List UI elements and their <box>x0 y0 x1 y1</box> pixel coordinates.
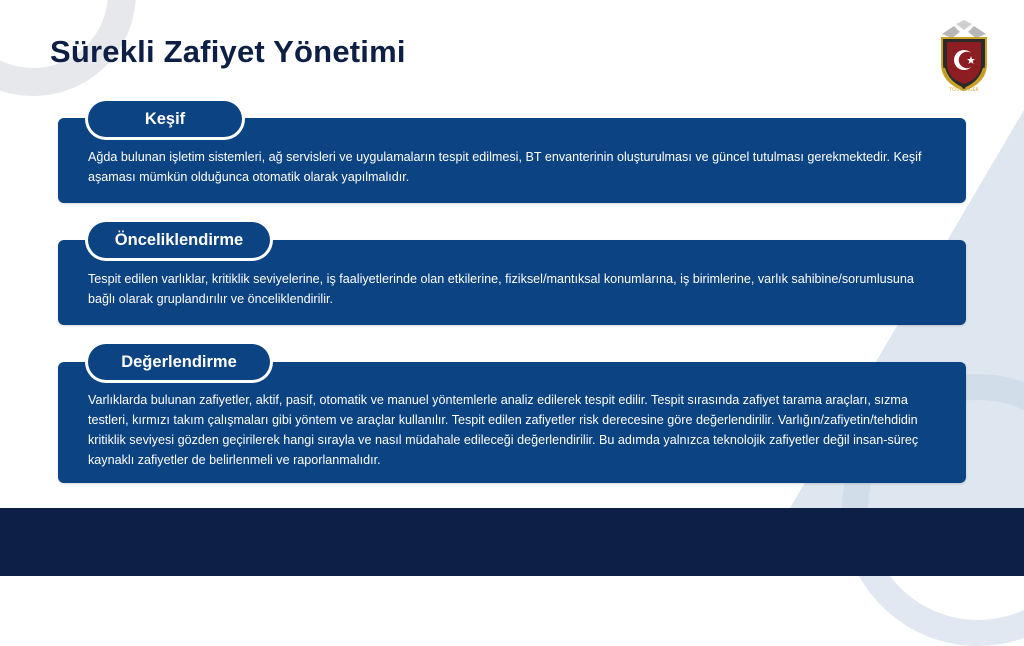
section-text-onceliklendirme: Tespit edilen varlıklar, kritiklik seviyelerine, iş faaliyetlerinde olan etkilerine, fiziksel/mantıksal konumlarına, iş birimlerine, varlık sahibine/sorumlusuna bağlı olarak gruplandırılır ve önceliklendirilir. <box>88 272 914 306</box>
section-text-degerlendirme: Varlıklarda bulunan zafiyetler, aktif, pasif, otomatik ve manuel yöntemlerle analiz edilerek tespit edilir. Tespit sırasında zafiyet tarama araçları, sızma testleri, kırmızı takım çalışmaları gibi yöntem ve araçlar kullanılır. Tespit edilen zafiyetler risk derecesine göre değerlendirilir. Varlığın/zafiyetin/tehdidin kritiklik seviyesi gözden geçirilerek hangi sırayla ve nasıl müdahale edileceği değerlendirilir. Bu adımda yalnızca teknolojik zafiyetler değil insan-süreç kaynaklı zafiyetler de belirlenmeli ve raporlanmalıdır. <box>88 393 919 467</box>
section-heading-degerlendirme: Değerlendirme <box>88 344 270 380</box>
logo-text: TOTAL TIGER <box>949 88 979 92</box>
slide-title: Sürekli Zafiyet Yönetimi <box>50 34 406 69</box>
section-heading-onceliklendirme: Önceliklendirme <box>88 222 270 258</box>
section-card-degerlendirme <box>58 362 966 483</box>
section-text-kesif: Ağda bulunan işletim sistemleri, ağ servisleri ve uygulamaların tespit edilmesi, BT envanterinin oluşturulması ve güncel tutulması gerekmektedir. Keşif aşaması mümkün olduğunca otomatik olarak yapılmalıdır. <box>88 150 922 184</box>
section-heading-kesif: Keşif <box>88 101 242 137</box>
footer-band <box>0 508 1024 576</box>
emblem-logo <box>936 20 992 92</box>
